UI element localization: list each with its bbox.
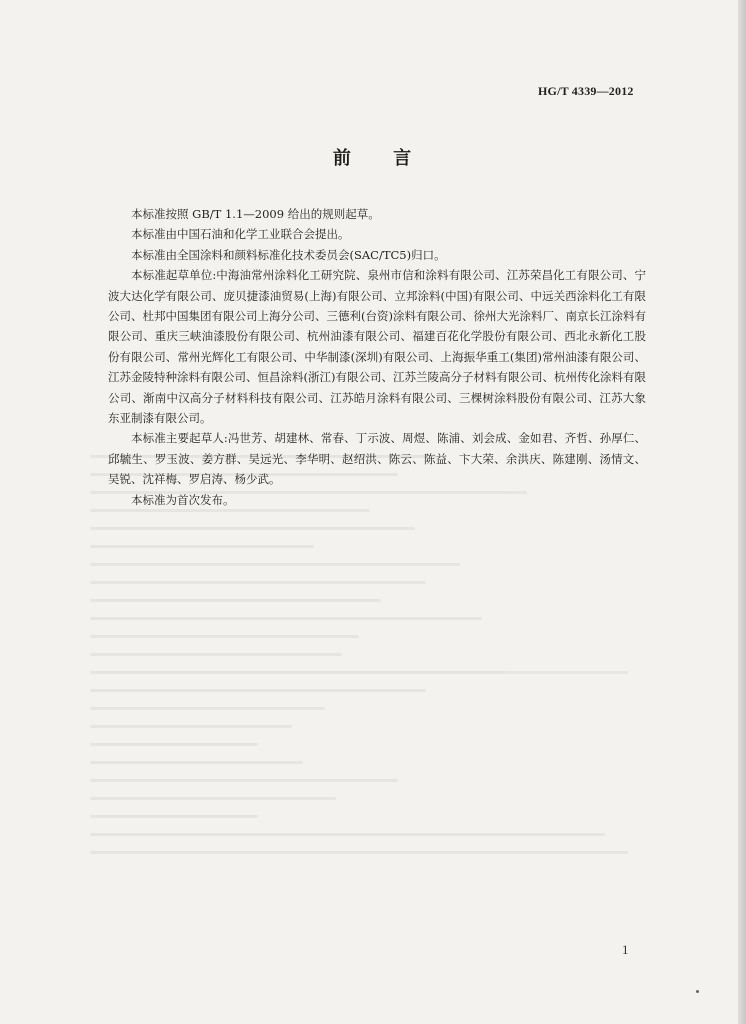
paragraph-administrator: 本标准由全国涂料和颜料标准化技术委员会(SAC/TC5)归口。	[131, 247, 446, 262]
standard-code: HG/T 4339—2012	[538, 84, 634, 98]
page-number: 1	[622, 942, 629, 957]
paragraph-proposer: 本标准由中国石油和化学工业联合会提出。	[131, 227, 350, 242]
paragraph-drafting-units: 本标准起草单位:中海油常州涂料化工研究院、泉州市信和涂料有限公司、江苏荣昌化工有限公司、宁波大达化学有限公司、庞贝捷漆油贸易(上海)有限公司、立邦涂料(中国)有限公司、中远关西涂料化工有限公司、杜邦中国集团有限公司上海分公司、三德利(台资)涂料有限公司、徐州大光涂料厂、南京长江涂料有限公司、重庆三峡油漆股份有限公司、杭州油漆有限公司、福建百花化学股份有限公司、西北永新化工股份有限公司、常州光辉化工有限公司、中华制漆(深圳)有限公司、上海振华重工(集团)常州油漆有限公司、江苏金陵特种涂料有限公司、恒昌涂料(浙江)有限公司、江苏兰陵高分子材料有限公司、杭州传化涂料有限公司、渐南中汉高分子材料科技有限公司、江苏皓月涂料有限公司、三棵树涂料股份有限公司、江苏大象东亚制漆有限公司。	[108, 268, 646, 426]
scan-speck	[696, 990, 699, 993]
bleed-through-shadow	[90, 455, 650, 935]
paragraph-drafting-rules: 本标准按照 GB/T 1.1—2009 给出的规则起草。	[131, 207, 380, 221]
scan-edge	[738, 0, 746, 1024]
paragraph-drafters: 本标准主要起草人:冯世芳、胡建林、常春、丁示波、周煜、陈浦、刘会成、金如君、齐哲、孙厚仁、邱毓生、罗玉波、姜方群、吴远光、李华明、赵绍洪、陈云、陈益、卞大荣、余洪庆、陈建刚、汤情文、吴锐、沈祥梅、罗启涛、杨少武。	[108, 431, 646, 487]
page-title: 前 言	[332, 148, 430, 169]
body-text	[108, 204, 646, 510]
paragraph-first-release: 本标准为首次发布。	[131, 492, 235, 507]
